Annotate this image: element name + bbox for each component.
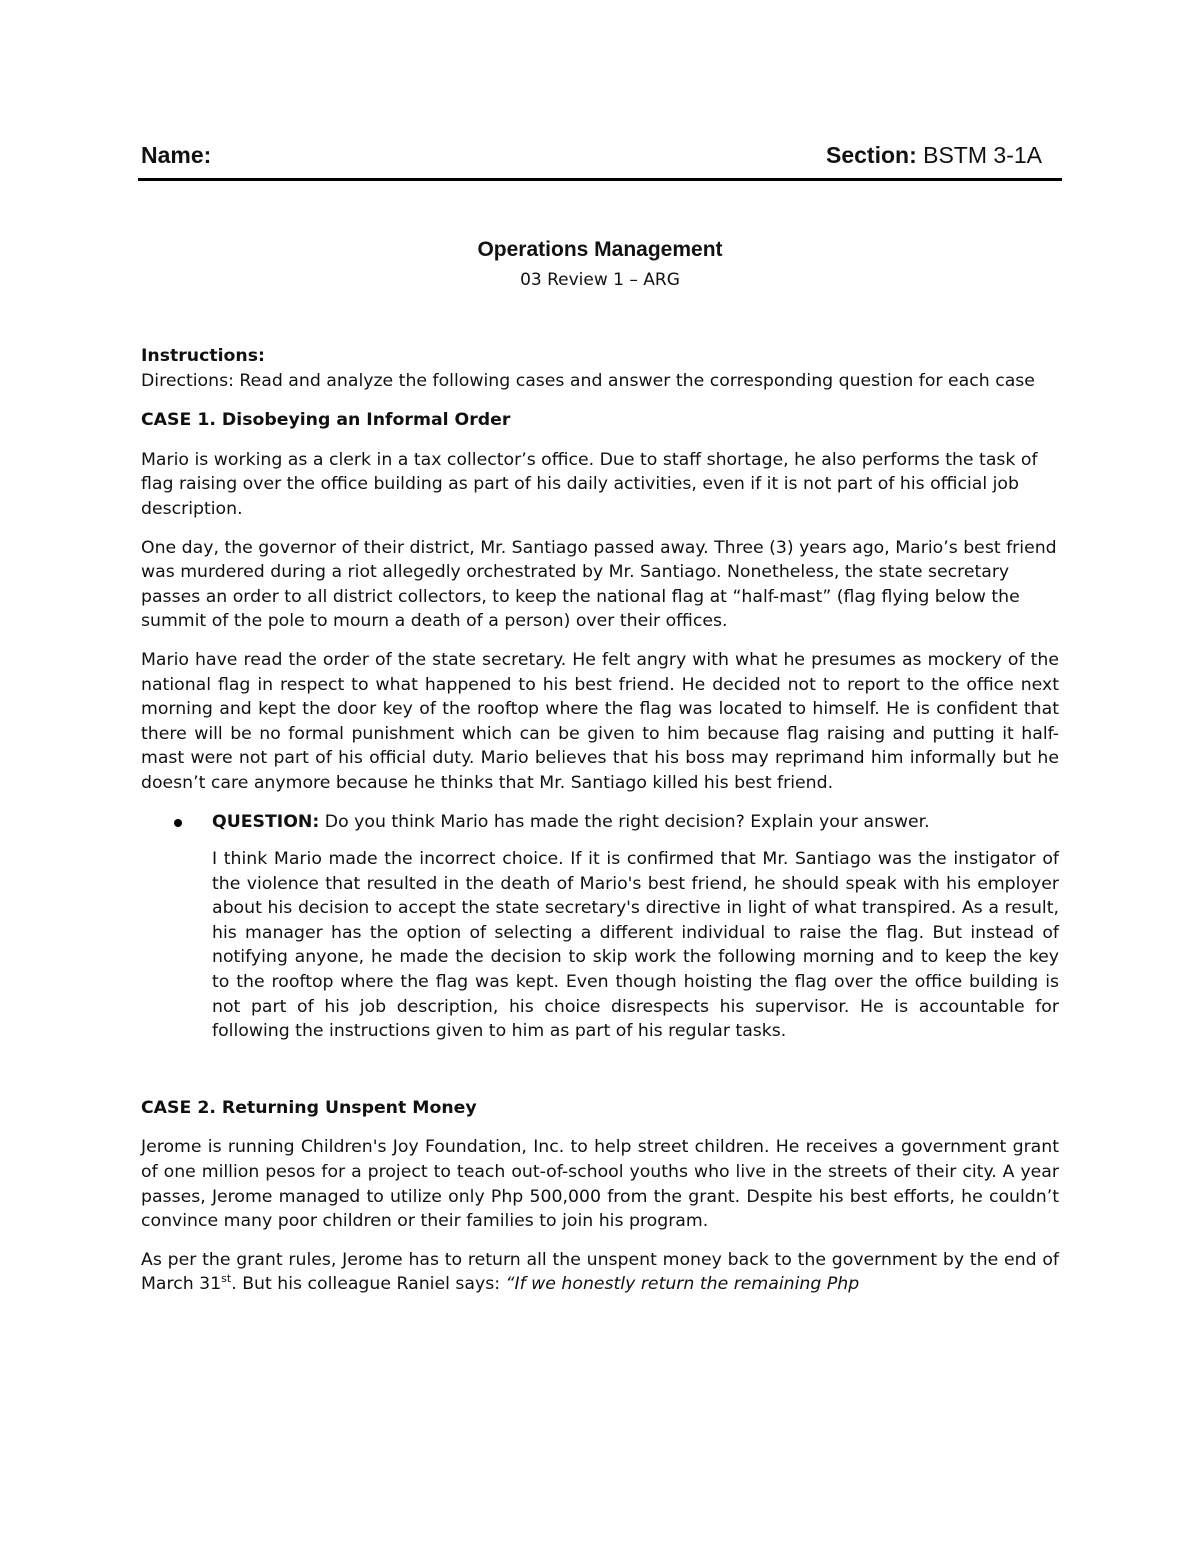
title-block [138, 236, 1062, 292]
bullet-icon [174, 819, 182, 827]
document-subtitle: 03 Review 1 – ARG [520, 270, 680, 290]
case2-paragraph-2 [141, 1248, 1059, 1297]
document-body [141, 344, 1059, 1297]
case1-paragraph-3: Mario have read the order of the state secretary. He felt angry with what he presumes as mockery of the national flag in respect to what happened to his best friend. He decided not to report to the office next morning and kept the door key of the rooftop where the flag was located to himself. He is confident that there will be no formal punishment which can be given to him because flag raising and putting it half-mast were not part of his official duty. Mario believes that his boss may reprimand him informally but he doesn’t care anymore because he thinks that Mr. Santiago killed his best friend. [141, 649, 1059, 793]
case2-heading: CASE 2. Returning Unspent Money [141, 1097, 477, 1118]
case1-question [141, 810, 1059, 835]
instructions-heading: Instructions: [141, 346, 265, 366]
raniel-quote: “If we honestly return the remaining Php [505, 1274, 860, 1295]
case1-answer: I think Mario made the incorrect choice. If it is confirmed that Mr. Santiago was the instigator of the violence that resulted in the death of Mario's best friend, he should speak with his employer about his decision to accept the state secretary's directive in light of what transpired. As a result, his manager has the option of selecting a different individual to raise the flag. But instead of notifying anyone, he made the decision to skip work the following morning and to keep the key to the rooftop where the flag was kept. Even though hoisting the flag over the office building is not part of his job description, his choice disrespects his supervisor. He is accountable for following the instructions given to him as part of his regular tasks. [212, 849, 1059, 1042]
ordinal-suffix: st [221, 1272, 232, 1286]
case2-paragraph-1: Jerome is running Children's Joy Foundation, Inc. to help street children. He receives a government grant of one million pesos for a project to teach out-of-school youths who live in the streets of their city. A year passes, Jerome managed to utilize only Php 500,000 from the grant. Despite his best efforts, he couldn’t convince many poor children or their families to join his program. [141, 1137, 1059, 1232]
question-text: Do you think Mario has made the right decision? Explain your answer. [324, 811, 930, 832]
name-label: Name: [141, 142, 212, 168]
section-value: BSTM 3-1A [923, 142, 1042, 168]
section-field [826, 142, 1042, 169]
document-title: Operations Management [477, 238, 723, 261]
instructions-text: Directions: Read and analyze the following cases and answer the corresponding question for each case [141, 370, 1035, 391]
section-label: Section: [826, 142, 917, 168]
case1-heading: CASE 1. Disobeying an Informal Order [141, 410, 511, 431]
case1-paragraph-1: Mario is working as a clerk in a tax collector’s office. Due to staff shortage, he also performs the task of flag raising over the office building as part of his daily activities, even if it is not part of his official job description. [141, 449, 1038, 519]
header [138, 140, 1062, 181]
case2-paragraph-2-start: As per the grant rules, Jerome has to return all the unspent money back to the government by the end of March 31 [141, 1249, 1059, 1295]
case1-paragraph-2: One day, the governor of their district, Mr. Santiago passed away. Three (3) years ago, Mario’s best friend was murdered during a riot allegedly orchestrated by Mr. Santiago. Nonetheless, the state secretary passes an order to all district collectors, to keep the national flag at “half-mast” (flag flying below the summit of the pole to mourn a death of a person) over their offices. [141, 537, 1057, 632]
question-label: QUESTION: [212, 811, 320, 832]
case2-paragraph-2-mid: . But his colleague Raniel says: [231, 1274, 506, 1295]
